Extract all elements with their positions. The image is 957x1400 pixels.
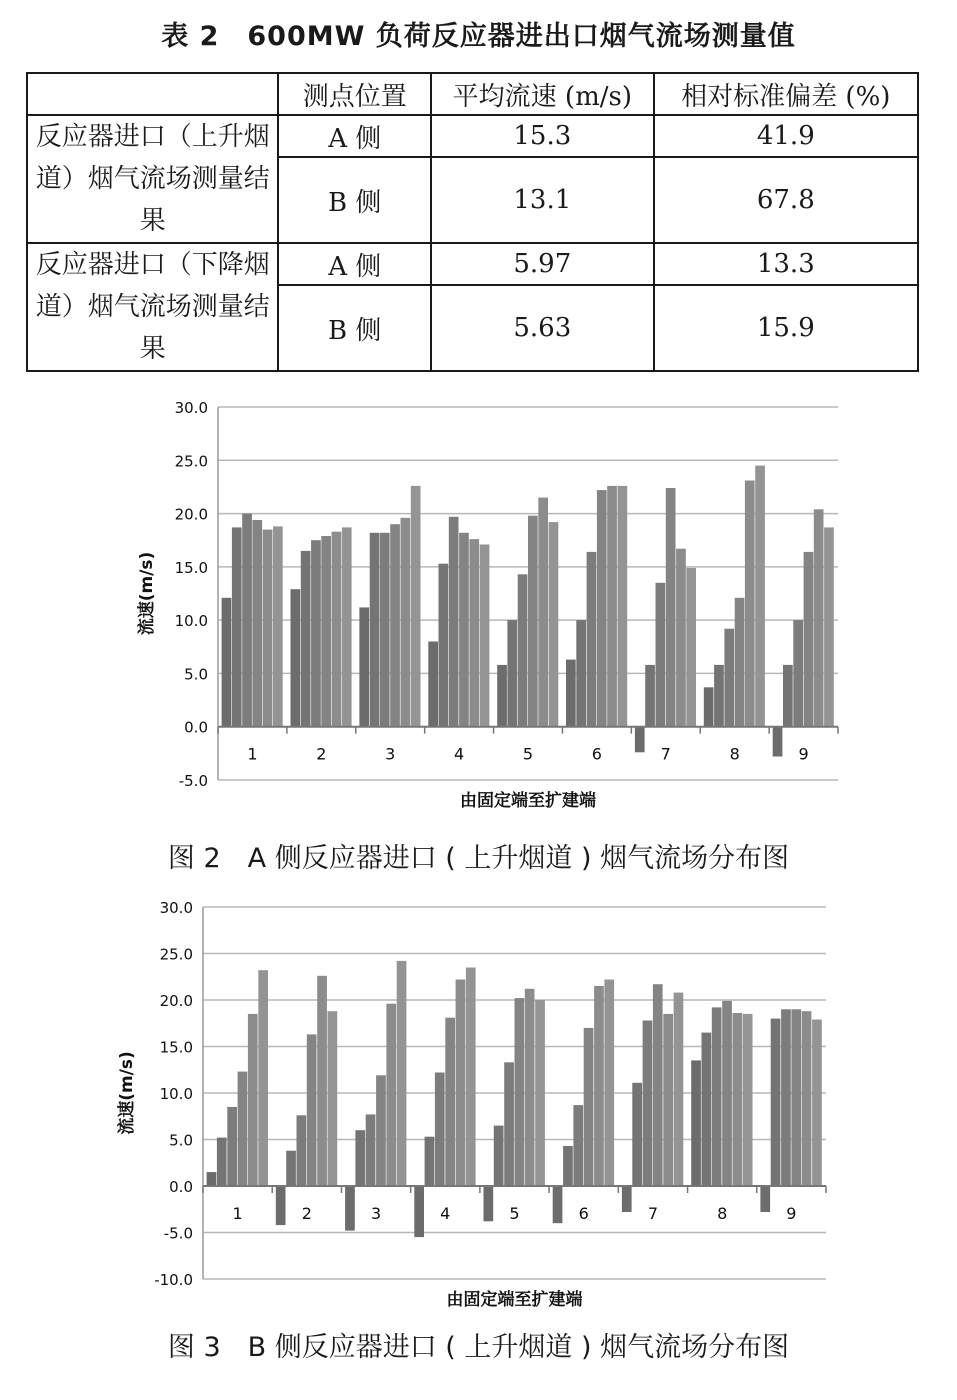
- bar: [622, 1186, 632, 1212]
- y-tick-label: 20.0: [174, 505, 208, 524]
- x-tick-label: 4: [454, 744, 465, 764]
- bar: [783, 665, 793, 727]
- bar: [242, 514, 252, 727]
- bar: [435, 1073, 445, 1187]
- bar: [311, 540, 321, 727]
- y-tick-label: -5.0: [178, 772, 208, 790]
- y-tick-label: 5.0: [169, 1131, 193, 1150]
- cell-rsd: 41.9: [654, 115, 918, 157]
- bar: [207, 1172, 217, 1186]
- bar: [538, 498, 548, 727]
- bar: [760, 1186, 770, 1212]
- x-axis-title: 由固定端至扩建端: [446, 1290, 583, 1310]
- bar: [317, 976, 327, 1186]
- bar: [804, 552, 814, 727]
- x-tick-label: 7: [647, 1204, 659, 1223]
- bar: [674, 993, 684, 1186]
- y-tick-label: 10.0: [174, 612, 208, 631]
- x-tick-label: 6: [578, 1204, 589, 1223]
- bar: [653, 984, 663, 1186]
- bar: [714, 665, 724, 727]
- bar: [507, 620, 517, 727]
- bar: [497, 665, 507, 727]
- bar: [397, 961, 407, 1186]
- chart-a-side-flow: [0, 392, 957, 822]
- figure3-caption: 图 3 B 侧反应器进口 ( 上升烟道 ) 烟气流场分布图: [167, 1332, 790, 1363]
- bar: [238, 1072, 248, 1186]
- bar: [345, 1186, 355, 1231]
- y-tick-label: 15.0: [174, 558, 208, 577]
- y-tick-label: -5.0: [163, 1224, 193, 1243]
- x-tick-label: 1: [232, 1204, 243, 1223]
- bar: [771, 1019, 781, 1186]
- bar: [480, 545, 490, 727]
- x-tick-label: 1: [247, 744, 258, 764]
- table-row: [27, 115, 918, 157]
- y-tick-label: -10.0: [154, 1271, 193, 1289]
- y-tick-label: 10.0: [159, 1085, 193, 1103]
- bar: [484, 1186, 494, 1221]
- bar: [528, 516, 538, 727]
- y-axis-title: 流速(m/s): [117, 1051, 137, 1135]
- y-tick-label: 30.0: [159, 899, 193, 917]
- x-tick-label: 2: [301, 1204, 312, 1223]
- bar: [618, 486, 628, 727]
- x-tick-label: 8: [729, 744, 740, 764]
- bar: [332, 532, 342, 727]
- chart-b-side-flow: [0, 893, 957, 1323]
- bar: [297, 1115, 307, 1186]
- bar: [594, 986, 604, 1186]
- bar: [276, 1186, 286, 1225]
- bar: [722, 1001, 732, 1186]
- bar: [597, 490, 607, 727]
- group-label-rising: 反应器进口（上升烟道）烟气流场测量结果: [27, 115, 278, 243]
- bar: [743, 1014, 753, 1186]
- bar: [755, 466, 765, 727]
- bar: [573, 1105, 583, 1186]
- bar: [342, 527, 352, 726]
- bar: [553, 1186, 563, 1223]
- bar: [814, 509, 824, 726]
- bar: [676, 549, 686, 727]
- bar: [366, 1114, 376, 1186]
- bar: [301, 551, 311, 727]
- bar: [824, 527, 834, 726]
- bar: [686, 568, 696, 727]
- table-header-empty: [27, 73, 278, 115]
- bar: [793, 620, 803, 727]
- bar: [643, 1021, 653, 1187]
- bar: [273, 526, 283, 726]
- bar: [439, 564, 449, 727]
- bar: [704, 687, 714, 726]
- flow-measurement-table: [26, 72, 919, 372]
- bar: [607, 486, 617, 727]
- bar: [773, 727, 783, 757]
- y-tick-label: 0.0: [169, 1178, 193, 1196]
- bar: [563, 1146, 573, 1186]
- bar: [222, 598, 232, 727]
- bar: [584, 1028, 594, 1186]
- bar: [781, 1009, 791, 1186]
- y-axis-title: 流速(m/s): [137, 551, 157, 636]
- figure2-caption: 图 2 A 侧反应器进口 ( 上升烟道 ) 烟气流场分布图: [167, 843, 790, 874]
- bar: [566, 660, 576, 727]
- bar: [328, 1011, 338, 1186]
- cell-velocity: 5.97: [431, 243, 654, 285]
- bar: [248, 1014, 258, 1186]
- bar: [380, 533, 390, 727]
- table-title: 表 2 600MW 负荷反应器进出口烟气流场测量值: [161, 21, 796, 52]
- bar: [263, 530, 273, 727]
- bar: [745, 481, 755, 727]
- table-header-rsd: 相对标准偏差 (%): [654, 73, 918, 115]
- cell-rsd: 15.9: [654, 285, 918, 371]
- bar: [735, 598, 745, 727]
- x-tick-label: 4: [440, 1204, 451, 1223]
- y-tick-label: 30.0: [174, 399, 208, 417]
- bar: [291, 589, 301, 727]
- bar: [587, 552, 597, 727]
- x-axis-title: 由固定端至扩建端: [460, 791, 596, 811]
- table-header-velocity: 平均流速 (m/s): [431, 73, 654, 115]
- bar: [466, 968, 476, 1187]
- bar: [691, 1060, 701, 1186]
- y-tick-label: 25.0: [159, 945, 193, 964]
- x-tick-label: 8: [717, 1204, 728, 1223]
- bar: [258, 970, 268, 1186]
- x-tick-label: 3: [385, 744, 396, 764]
- bar: [518, 574, 528, 726]
- x-tick-label: 9: [786, 1204, 797, 1223]
- x-tick-label: 7: [660, 744, 671, 764]
- cell-position: B 侧: [278, 157, 431, 243]
- bar: [494, 1126, 504, 1186]
- bar: [390, 524, 400, 727]
- bar: [386, 1004, 396, 1186]
- x-tick-label: 2: [316, 744, 327, 764]
- bar: [459, 533, 469, 727]
- bar: [812, 1020, 822, 1187]
- bar: [525, 989, 535, 1186]
- bar: [604, 980, 614, 1187]
- y-tick-label: 15.0: [159, 1038, 193, 1057]
- bar: [414, 1186, 424, 1237]
- bar: [645, 665, 655, 727]
- table-row: [27, 243, 918, 285]
- table-header-position: 测点位置: [278, 73, 431, 115]
- cell-rsd: 13.3: [654, 243, 918, 285]
- bar: [449, 517, 459, 727]
- bar: [217, 1138, 227, 1186]
- x-tick-label: 5: [509, 1204, 520, 1223]
- bar: [469, 539, 479, 727]
- bar: [232, 527, 242, 726]
- bar: [355, 1130, 365, 1186]
- bar: [733, 1013, 743, 1186]
- bar: [663, 1014, 673, 1186]
- bar: [632, 1083, 642, 1186]
- bar: [712, 1007, 722, 1186]
- x-tick-label: 5: [522, 744, 534, 764]
- bar: [535, 1000, 545, 1186]
- bar: [286, 1151, 296, 1186]
- bar: [252, 520, 262, 727]
- bar: [666, 488, 676, 727]
- bar: [411, 486, 421, 727]
- cell-position: A 侧: [278, 115, 431, 157]
- bar: [401, 518, 411, 727]
- bar: [576, 620, 586, 727]
- bar: [791, 1009, 801, 1186]
- group-label-falling: 反应器进口（下降烟道）烟气流场测量结果: [27, 243, 278, 371]
- bar: [656, 583, 666, 727]
- x-tick-label: 6: [591, 744, 602, 764]
- cell-velocity: 5.63: [431, 285, 654, 371]
- cell-velocity: 13.1: [431, 157, 654, 243]
- x-tick-label: 3: [370, 1204, 382, 1223]
- bar: [376, 1075, 386, 1186]
- bar: [456, 980, 466, 1187]
- bar: [307, 1034, 317, 1186]
- y-tick-label: 5.0: [184, 665, 208, 684]
- bar: [227, 1107, 237, 1186]
- bar: [802, 1011, 812, 1186]
- y-tick-label: 20.0: [159, 992, 193, 1010]
- bar: [425, 1137, 435, 1186]
- bar: [635, 727, 645, 753]
- cell-position: B 侧: [278, 285, 431, 371]
- bar: [504, 1062, 514, 1186]
- x-tick-label: 9: [798, 744, 809, 764]
- table-header-row: [27, 73, 918, 115]
- bar: [359, 607, 369, 726]
- y-tick-label: 0.0: [184, 718, 208, 737]
- cell-position: A 侧: [278, 243, 431, 285]
- bar: [428, 642, 438, 727]
- bar: [321, 536, 331, 727]
- bar: [370, 533, 380, 727]
- bar: [724, 629, 734, 727]
- bar: [702, 1033, 712, 1186]
- y-tick-label: 25.0: [174, 452, 208, 471]
- bar: [445, 1018, 455, 1186]
- cell-rsd: 67.8: [654, 157, 918, 243]
- bar: [549, 522, 559, 727]
- cell-velocity: 15.3: [431, 115, 654, 157]
- bar: [515, 998, 525, 1186]
